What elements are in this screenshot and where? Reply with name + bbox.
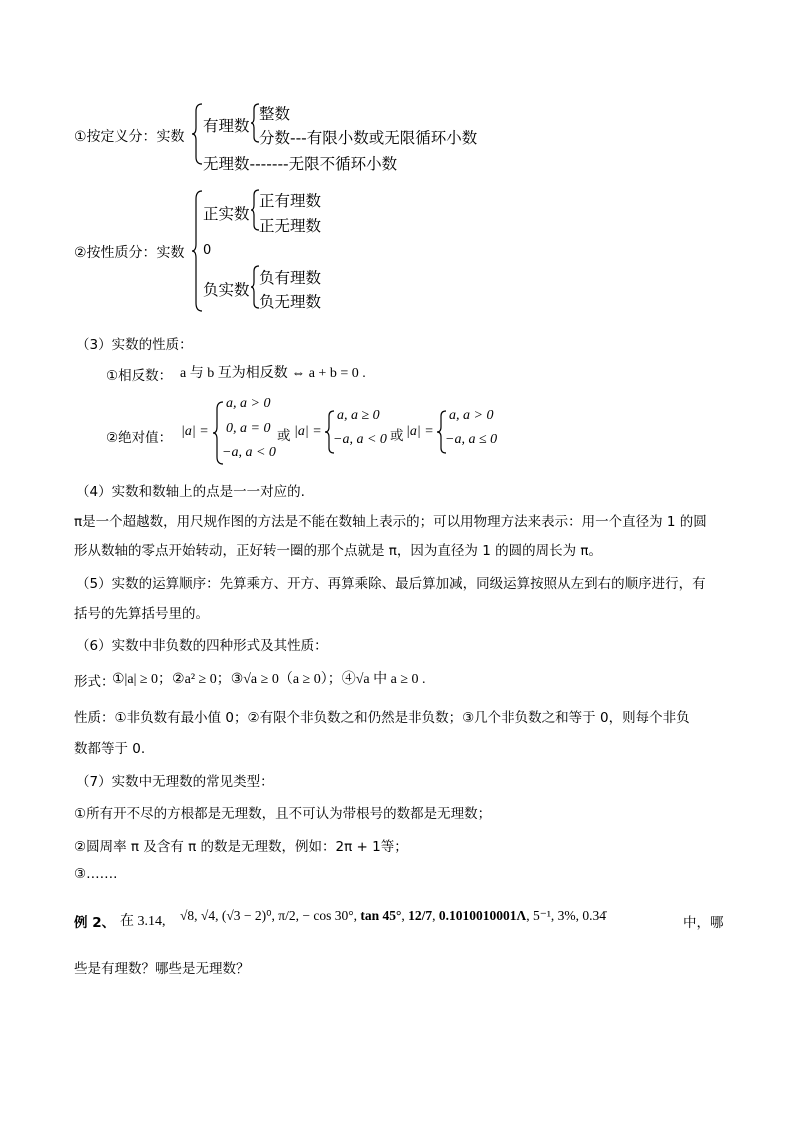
or-text: 或	[390, 428, 404, 444]
forms-label: 形式：	[74, 674, 115, 690]
example-label: 例 2、	[74, 915, 116, 931]
def-rational: 有理数	[203, 117, 250, 135]
abs-case: a, a ≥ 0	[337, 408, 380, 423]
example-number: π/2	[278, 908, 296, 923]
paragraph-line: 括号的先算括号里的。	[74, 606, 209, 622]
example-intro: 在 3.14,	[120, 914, 166, 929]
def-class-title: ①按定义分：实数	[74, 129, 185, 145]
example-number: 3%	[557, 908, 576, 923]
opposite-formula: a 与 b 互为相反数 ⇔ a + b = 0 .	[180, 366, 366, 381]
list-item: ③…….	[74, 866, 118, 882]
prop-pos-rational: 正有理数	[259, 192, 322, 210]
abs-case: a, a > 0	[449, 408, 494, 423]
abs-lhs: |a| =	[406, 424, 434, 439]
example-number: (√3 − 2)⁰	[221, 908, 272, 923]
paragraph-line: π是一个超越数，用尺规作图的方法是不能在数轴上表示的；可以用物理方法来表示：用一个直径为 1 的圆	[74, 514, 707, 530]
forms-formula: ①|a| ≥ 0；②a² ≥ 0；③√a ≥ 0（a ≥ 0）；④√a 中 a ≥ 0 .	[112, 672, 426, 687]
list-item: ②圆周率 π 及含有 π 的数是无理数，例如：2π + 1等；	[74, 839, 408, 855]
def-irrational: 无理数-------无限不循环小数	[203, 155, 398, 173]
prop-neg-rational: 负有理数	[259, 269, 322, 287]
abs-case: a, a > 0	[226, 396, 271, 411]
example-after: 中，哪	[683, 915, 724, 931]
example-question: 些是有理数？哪些是无理数？	[74, 961, 250, 977]
example-number: 12/7	[408, 908, 433, 923]
example-number: tan 45°	[360, 908, 402, 923]
example-number: 0.34̇	[582, 908, 607, 923]
example-number: √4	[200, 908, 216, 923]
example-number: − cos 30°	[302, 908, 354, 923]
list-item: ①所有开不尽的方根都是无理数，且不可认为带根号的数都是无理数；	[74, 806, 492, 822]
abs-lhs: |a| =	[294, 424, 322, 439]
def-fraction: 分数---有限小数或无限循环小数	[259, 129, 478, 147]
paragraph-line: 形从数轴的零点开始转动，正好转一圈的那个点就是 π，因为直径为 1 的圆的周长为 π。	[74, 543, 603, 559]
abs-case: −a, a ≤ 0	[445, 432, 498, 447]
example-number: 5⁻¹	[532, 908, 551, 923]
example-number-list: √8, √4, (√3 − 2)⁰, π/2, − cos 30°, tan 45°, 12/7, 0.1010010001Λ, 5⁻¹, 3%, 0.34̇	[180, 908, 607, 923]
def-integer: 整数	[259, 105, 291, 123]
abs-label: ②绝对值：	[106, 430, 173, 446]
prop-class-title: ②按性质分：实数	[74, 245, 185, 261]
abs-case: 0, a = 0	[226, 421, 271, 436]
abs-case: −a, a < 0	[222, 445, 276, 460]
prop-neg-irrational: 负无理数	[259, 293, 322, 311]
example-number: √8	[180, 908, 195, 923]
section-heading: （4）实数和数轴上的点是一一对应的.	[76, 484, 305, 500]
prop-negative: 负实数	[203, 281, 250, 299]
or-text: 或	[277, 428, 291, 444]
opposite-label: ①相反数：	[106, 368, 173, 384]
prop-zero: 0	[203, 243, 212, 258]
abs-case: −a, a < 0	[333, 432, 387, 447]
example-number: 0.1010010001Λ	[438, 908, 527, 923]
abs-lhs: |a| =	[181, 424, 209, 439]
section-heading: （7）实数中无理数的常见类型：	[76, 774, 274, 790]
section-heading: （6）实数中非负数的四种形式及其性质：	[76, 638, 328, 654]
section-heading: （3）实数的性质：	[76, 337, 193, 353]
paragraph-line: （5）实数的运算顺序：先算乘方、开方、再算乘除、最后算加减，同级运算按照从左到右的顺序进行，有	[76, 576, 706, 592]
prop-positive: 正实数	[203, 205, 250, 223]
paragraph-line: 性质：①非负数有最小值 0；②有限个非负数之和仍然是非负数；③几个非负数之和等于 0，则每个非负	[74, 710, 690, 726]
prop-pos-irrational: 正无理数	[259, 217, 322, 235]
paragraph-line: 数都等于 0.	[74, 741, 146, 757]
